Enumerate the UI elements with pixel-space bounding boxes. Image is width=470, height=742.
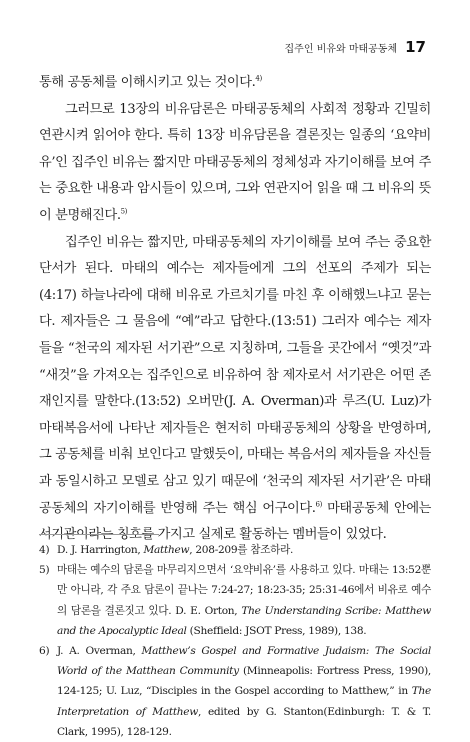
footnote [39, 560, 431, 641]
footnote-text: 마태는 예수의 담론을 마무리지으면서 ‘요약비유’를 사용하고 있다. 마태는 13:52뿐만 아니라, 각 주요 담론이 끝나는 7:24-27; 18:23-35; 25:31-46에서 비유로 예수의 담론을 결론짓고 있다. D. E. Orton, The Understanding Scribe: Matthew and the Apocalyptic Ideal (Sheffield: JSOT Press, 1989), 138. [57, 564, 431, 637]
paragraph: 그러므로 13장의 비유담론은 마태공동체의 사회적 정황과 긴밀히 연관시켜 읽어야 한다. 특히 13장 비유담론을 결론짓는 일종의 ‘요약비유’인 집주인 비유는 짧지만 마태공동체의 정체성과 자기이해를 보여 주는 중요한 내용과 암시들이 있으며, 그와 연관지어 읽을 때 그 비유의 뜻이 분명해진다.$^{5)}$ [39, 101, 431, 223]
footnote-number: 4) [39, 544, 50, 556]
footnote-ref: 4) [255, 74, 262, 83]
footnote-text: D. J. Harrington, Matthew, 208-209를 참조하라. [57, 544, 294, 556]
body-text [39, 70, 431, 549]
footnote-ref: 6) [315, 500, 322, 509]
footnote-number: 5) [39, 564, 50, 577]
footnote [39, 540, 431, 560]
footnote-text: J. A. Overman, Matthew’s Gospel and Formative Judaism: The Social World of the Matthean Community (Minneapolis: Fortress Press, 1990), 124-125; U. Luz, “Disciples in the Gospel according to Matthew,” in The Interpretation of Matthew, edited by G. Stanton(Edinburgh: T. & T. Clark, 1995), 128-129. [57, 645, 431, 738]
footnote-divider [39, 534, 159, 535]
paragraph: 통해 공동체를 이해시키고 있는 것이다.$^{4)}$ [39, 74, 262, 90]
page-number: 17 [405, 38, 426, 56]
footnote [39, 641, 431, 742]
page-header [285, 38, 427, 56]
running-title: 집주인 비유와 마태공동체 [284, 44, 398, 55]
footnote-number: 6) [39, 645, 50, 658]
footnotes [39, 540, 431, 742]
paragraph: 집주인 비유는 짧지만, 마태공동체의 자기이해를 보여 주는 중요한 단서가 된다. 마태의 예수는 제자들에게 그의 선포의 주제가 되는(4:17) 하늘나라에 대해 비유로 가르치기를 마친 후 이해했느냐고 묻는다. 제자들은 그 물음에 “예”라고 답한다.(13:51) 그러자 예수는 제자들을 “천국의 제자된 서기관”으로 지칭하며, 그들을 곳간에서 “옛것”과 “새것”을 가져오는 집주인으로 비유하여 참 제자로서 서기관은 어떤 존재인지를 말한다.(13:52) 오버만(J. A. Overman)과 루즈(U. Luz)가 마태복음서에 나타난 제자들은 현저히 마태공동체의 상황을 반영하며, 그 공동체를 비춰 보인다고 말했듯이, 마태는 복음서의 제자들을 자신들과 동일시하고 모델로 삼고 있기 때문에 ‘천국의 제자된 서기관’은 마태공동체의 자기이해를 반영해 주는 핵심 어구이다.$^{6)}$ 마태공동체 안에는 서기관이라는 칭호를 가지고 실제로 활동하는 멤버들이 있었다. [39, 234, 431, 543]
footnote-ref: 5) [120, 207, 128, 216]
